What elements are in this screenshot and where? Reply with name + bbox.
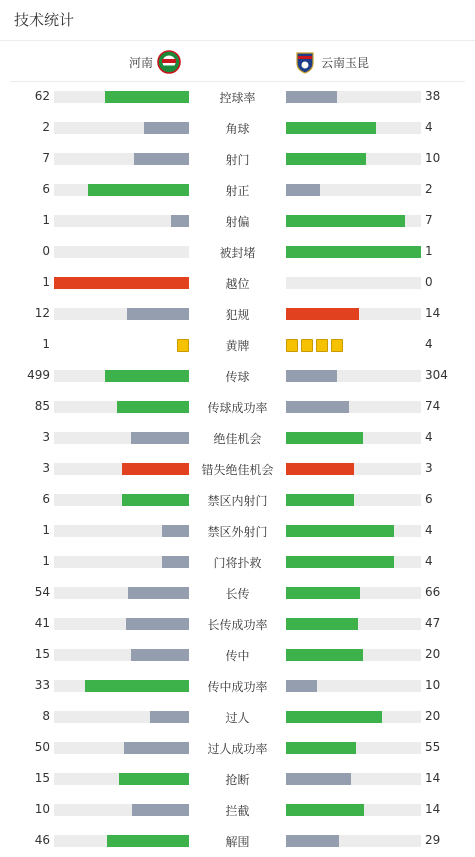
home-stat-bar-track	[54, 215, 189, 227]
away-stat-value: 3	[425, 461, 433, 475]
away-stat-bar-track	[286, 370, 421, 382]
home-stat-bar-track	[54, 91, 189, 103]
home-stat-value: 1	[42, 275, 50, 289]
away-stat-bar-track	[286, 153, 421, 165]
stat-row	[0, 267, 475, 298]
stat-row	[0, 732, 475, 763]
stat-row	[0, 825, 475, 856]
stat-label: 角球	[225, 122, 250, 136]
away-stat-bar-fill	[286, 184, 320, 196]
home-stat-value: 15	[34, 647, 50, 661]
home-stat-bar-track	[54, 680, 189, 692]
away-team-name: 云南玉昆	[321, 55, 370, 70]
home-stat-bar-track	[54, 153, 189, 165]
away-stat-value: 14	[425, 771, 441, 785]
home-stat-bar-track	[54, 401, 189, 413]
stat-label: 解围	[225, 835, 250, 849]
home-stat-bar-track	[54, 804, 189, 816]
home-stat-value: 1	[42, 554, 50, 568]
stat-row	[0, 391, 475, 422]
home-stat-bar-fill	[124, 742, 189, 754]
home-stat-bar-track	[54, 246, 189, 258]
home-stat-bar-track	[54, 277, 189, 289]
stat-label: 过人	[225, 711, 250, 725]
away-stat-bar-track	[286, 773, 421, 785]
stat-row	[0, 763, 475, 794]
home-stat-value: 1	[42, 337, 50, 351]
stat-label: 传球	[225, 370, 250, 384]
away-stat-value: 10	[425, 151, 441, 165]
home-stat-value: 10	[34, 802, 50, 816]
away-stat-value: 14	[425, 306, 441, 320]
stat-row	[0, 794, 475, 825]
home-stat-value: 8	[42, 709, 50, 723]
stat-row	[0, 515, 475, 546]
home-stat-bar-fill	[144, 122, 189, 134]
away-stat-value: 55	[425, 740, 441, 754]
away-stat-bar-fill	[286, 308, 359, 320]
away-stat-value: 29	[425, 833, 441, 847]
stat-row	[0, 453, 475, 484]
yellow-card-icon	[286, 339, 298, 352]
away-stat-bar-track	[286, 494, 421, 506]
away-stat-value: 4	[425, 554, 433, 568]
away-stat-value: 38	[425, 89, 441, 103]
away-stat-bar-fill	[286, 215, 405, 227]
stat-label: 过人成功率	[207, 742, 268, 756]
away-stat-bar-track	[286, 711, 421, 723]
home-stat-bar-fill	[105, 91, 189, 103]
home-stat-bar-fill	[126, 618, 189, 630]
home-stat-value: 499	[27, 368, 50, 382]
away-stat-bar-fill	[286, 618, 358, 630]
henan-fc-crest-icon	[157, 50, 181, 74]
away-stat-value: 4	[425, 120, 433, 134]
stat-row	[0, 143, 475, 174]
yunnan-yukun-crest-icon	[293, 50, 317, 74]
away-stat-value: 4	[425, 430, 433, 444]
stat-label: 被封堵	[219, 246, 256, 260]
stat-row	[0, 298, 475, 329]
away-stat-bar-track	[286, 246, 421, 258]
away-stat-bar-fill	[286, 432, 363, 444]
home-stat-bar-fill	[132, 804, 189, 816]
home-stat-bar-track	[54, 525, 189, 537]
home-stat-bar-fill	[122, 494, 190, 506]
home-stat-bar-fill	[88, 184, 189, 196]
home-stat-bar-track	[54, 618, 189, 630]
home-stat-bar-fill	[131, 649, 189, 661]
away-stat-bar-fill	[286, 463, 354, 475]
home-team-name: 河南	[128, 55, 153, 70]
away-stat-bar-track	[286, 308, 421, 320]
away-stat-value: 14	[425, 802, 441, 816]
home-stat-value: 50	[34, 740, 50, 754]
away-yellow-cards	[286, 339, 343, 352]
stat-label: 长传	[225, 587, 250, 601]
stat-label: 黄牌	[225, 339, 250, 353]
home-stat-value: 62	[34, 89, 50, 103]
away-stat-bar-track	[286, 804, 421, 816]
away-stat-bar-fill	[286, 370, 337, 382]
away-stat-bar-track	[286, 525, 421, 537]
yellow-card-icon	[301, 339, 313, 352]
away-stat-value: 47	[425, 616, 441, 630]
away-stat-bar-track	[286, 649, 421, 661]
home-stat-bar-fill	[128, 587, 189, 599]
away-stat-value: 0	[425, 275, 433, 289]
stat-row	[0, 577, 475, 608]
home-stat-value: 3	[42, 430, 50, 444]
away-stat-bar-track	[286, 401, 421, 413]
home-stat-bar-fill	[162, 556, 189, 568]
stat-label: 越位	[225, 277, 250, 291]
home-stat-bar-track	[54, 463, 189, 475]
home-stat-value: 6	[42, 492, 50, 506]
away-stat-value: 66	[425, 585, 441, 599]
home-stat-bar-track	[54, 432, 189, 444]
teams-header	[10, 41, 465, 82]
away-stat-bar-fill	[286, 246, 421, 258]
stat-label: 拦截	[225, 804, 250, 818]
away-stat-bar-fill	[286, 587, 360, 599]
stat-label: 射门	[225, 153, 250, 167]
yellow-card-icon	[316, 339, 328, 352]
stat-label: 禁区外射门	[207, 525, 268, 539]
away-stat-bar-fill	[286, 122, 376, 134]
section-title: 技术统计	[14, 11, 75, 29]
home-stat-bar-track	[54, 370, 189, 382]
stat-label: 门将扑救	[213, 556, 262, 570]
stat-row	[0, 360, 475, 391]
stat-row	[0, 639, 475, 670]
home-stat-bar-fill	[122, 463, 190, 475]
stat-row	[0, 608, 475, 639]
home-stat-bar-fill	[162, 525, 189, 537]
home-stat-bar-track	[54, 494, 189, 506]
home-stat-value: 46	[34, 833, 50, 847]
away-stat-bar-fill	[286, 804, 364, 816]
stat-label: 错失绝佳机会	[201, 463, 274, 477]
home-stat-value: 3	[42, 461, 50, 475]
away-stat-bar-track	[286, 463, 421, 475]
stat-row	[0, 236, 475, 267]
home-yellow-cards	[177, 339, 189, 352]
home-stat-bar-fill	[127, 308, 189, 320]
stat-row	[0, 546, 475, 577]
home-stat-value: 2	[42, 120, 50, 134]
section-header	[0, 0, 475, 41]
away-stat-value: 10	[425, 678, 441, 692]
away-stat-value: 2	[425, 182, 433, 196]
away-stat-bar-fill	[286, 649, 363, 661]
home-stat-value: 85	[34, 399, 50, 413]
away-stat-bar-fill	[286, 494, 354, 506]
stat-label: 控球率	[219, 91, 256, 105]
away-stat-value: 74	[425, 399, 441, 413]
stat-label: 犯规	[225, 308, 250, 322]
home-stat-bar-track	[54, 308, 189, 320]
home-stat-bar-track	[54, 773, 189, 785]
stat-label: 射正	[225, 184, 250, 198]
home-stat-value: 7	[42, 151, 50, 165]
stat-label: 长传成功率	[207, 618, 268, 632]
away-stat-bar-fill	[286, 556, 394, 568]
home-stat-value: 41	[34, 616, 50, 630]
stat-row	[0, 484, 475, 515]
home-stat-bar-fill	[117, 401, 189, 413]
stat-row	[0, 422, 475, 453]
away-stat-value: 7	[425, 213, 433, 227]
away-stat-bar-track	[286, 184, 421, 196]
stat-label: 传球成功率	[207, 401, 268, 415]
away-stat-bar-track	[286, 835, 421, 847]
away-stat-bar-fill	[286, 401, 349, 413]
stat-label: 抢断	[225, 773, 250, 787]
home-stat-bar-fill	[54, 277, 189, 289]
away-stat-bar-track	[286, 277, 421, 289]
home-stat-value: 54	[34, 585, 50, 599]
away-stat-value: 304	[425, 368, 448, 382]
away-stat-value: 20	[425, 709, 441, 723]
away-stat-bar-fill	[286, 711, 382, 723]
away-stat-bar-track	[286, 556, 421, 568]
home-stat-value: 1	[42, 213, 50, 227]
home-stat-value: 15	[34, 771, 50, 785]
away-stat-bar-track	[286, 587, 421, 599]
home-stat-value: 0	[42, 244, 50, 258]
away-stat-bar-track	[286, 432, 421, 444]
home-stat-value: 1	[42, 523, 50, 537]
stat-row	[0, 670, 475, 701]
away-stat-value: 6	[425, 492, 433, 506]
home-stat-bar-fill	[85, 680, 189, 692]
away-stat-bar-track	[286, 680, 421, 692]
stat-label: 传中成功率	[207, 680, 268, 694]
stat-label: 禁区内射门	[207, 494, 268, 508]
away-stat-value: 20	[425, 647, 441, 661]
stat-row	[0, 701, 475, 732]
away-stat-bar-track	[286, 742, 421, 754]
home-stat-value: 12	[34, 306, 50, 320]
home-stat-bar-fill	[131, 432, 189, 444]
stat-row	[0, 205, 475, 236]
away-stat-value: 1	[425, 244, 433, 258]
home-stat-bar-track	[54, 122, 189, 134]
away-stat-bar-track	[286, 215, 421, 227]
home-stat-bar-track	[54, 184, 189, 196]
away-stat-bar-track	[286, 91, 421, 103]
home-stat-bar-track	[54, 835, 189, 847]
away-stat-bar-fill	[286, 680, 317, 692]
away-stat-bar-fill	[286, 153, 366, 165]
away-stat-bar-track	[286, 618, 421, 630]
away-stat-bar-fill	[286, 773, 351, 785]
away-stat-bar-fill	[286, 525, 394, 537]
stats-list	[0, 81, 475, 856]
away-stat-bar-track	[286, 122, 421, 134]
home-stat-bar-track	[54, 711, 189, 723]
home-stat-bar-fill	[107, 835, 189, 847]
away-stat-value: 4	[425, 337, 433, 351]
home-stat-bar-track	[54, 587, 189, 599]
stat-row	[0, 329, 475, 360]
home-stat-bar-track	[54, 742, 189, 754]
stat-row	[0, 112, 475, 143]
away-team[interactable]	[293, 50, 369, 74]
stat-row	[0, 174, 475, 205]
away-stat-bar-fill	[286, 835, 339, 847]
yellow-card-icon	[177, 339, 189, 352]
home-stat-bar-fill	[150, 711, 189, 723]
away-stat-bar-fill	[286, 742, 356, 754]
stat-row	[0, 81, 475, 112]
home-stat-value: 6	[42, 182, 50, 196]
home-stat-value: 33	[34, 678, 50, 692]
away-stat-value: 4	[425, 523, 433, 537]
home-stat-bar-fill	[119, 773, 189, 785]
yellow-card-icon	[331, 339, 343, 352]
stat-label: 传中	[225, 649, 250, 663]
home-stat-bar-fill	[134, 153, 189, 165]
home-stat-bar-track	[54, 649, 189, 661]
stat-label: 绝佳机会	[213, 432, 262, 446]
away-stat-bar-fill	[286, 91, 337, 103]
home-stat-bar-fill	[171, 215, 189, 227]
stat-label: 射偏	[225, 215, 250, 229]
home-stat-bar-fill	[105, 370, 189, 382]
home-team[interactable]	[129, 50, 181, 74]
home-stat-bar-track	[54, 556, 189, 568]
